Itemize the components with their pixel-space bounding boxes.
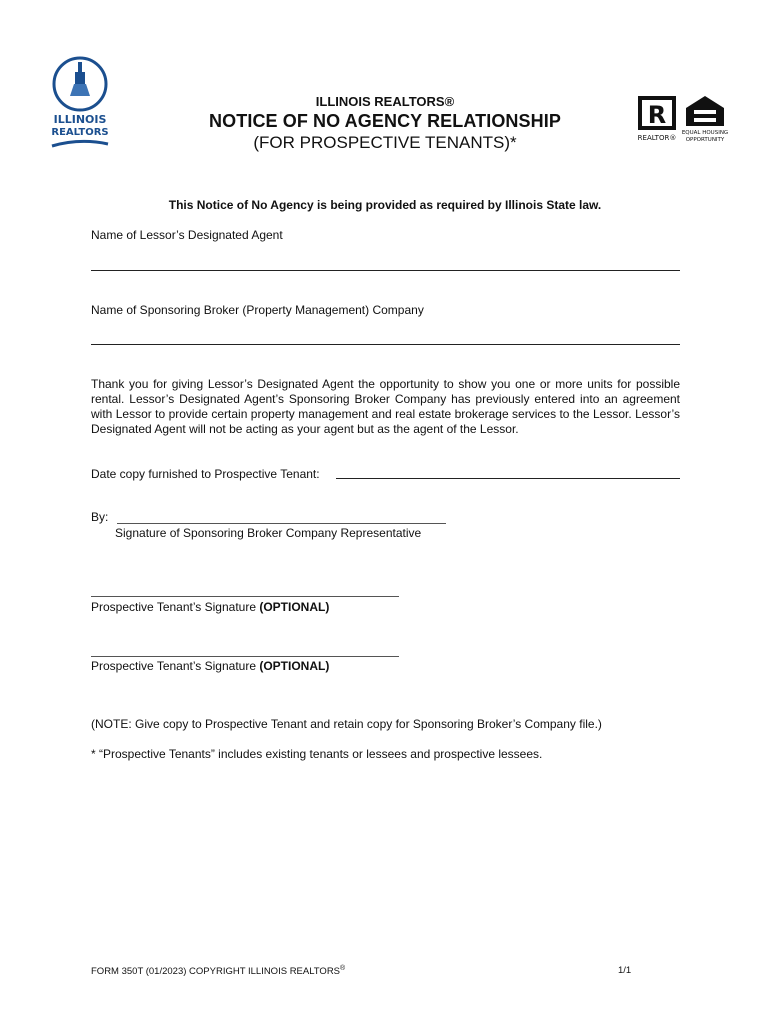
form-footer-reg: ®: [340, 965, 346, 972]
tenant-signature-text-1: Prospective Tenant’s Signature: [91, 600, 256, 614]
tenant-signature-optional-2: (OPTIONAL): [259, 659, 330, 673]
designated-agent-label: Name of Lessor’s Designated Agent: [91, 228, 283, 242]
sponsoring-broker-label: Name of Sponsoring Broker (Property Management) Company: [91, 303, 424, 317]
logo-left-line1: ILLINOIS: [53, 113, 107, 126]
by-label: By:: [91, 510, 109, 524]
tenant-signature-field-2[interactable]: [91, 656, 399, 657]
notice-statement: This Notice of No Agency is being provided as required by Illinois State law.: [168, 198, 602, 212]
tenant-signature-optional-1: (OPTIONAL): [259, 600, 330, 614]
date-field[interactable]: [336, 478, 680, 479]
realtor-caption: REALTOR®: [637, 134, 677, 142]
organization-name: ILLINOIS REALTORS®: [315, 94, 455, 109]
form-footer: [91, 965, 345, 977]
date-label: Date copy furnished to Prospective Tenant:: [91, 467, 320, 481]
document-title: NOTICE OF NO AGENCY RELATIONSHIP: [209, 111, 561, 131]
svg-text:R: R: [647, 101, 667, 129]
tenant-signature-text-2: Prospective Tenant’s Signature: [91, 659, 256, 673]
footnote-text: * “Prospective Tenants” includes existing tenants or lessees and prospective lessees.: [91, 747, 543, 761]
sponsoring-broker-field[interactable]: [91, 344, 680, 345]
logo-left-line2: REALTORS: [51, 127, 109, 138]
form-footer-text: FORM 350T (01/2023) COPYRIGHT ILLINOIS REALTORS: [91, 966, 341, 978]
tenant-signature-label-1: [91, 600, 329, 614]
eho-caption-2: OPPORTUNITY: [685, 137, 725, 142]
designated-agent-field[interactable]: [91, 270, 680, 271]
intro-paragraph: Thank you for giving Lessor’s Designated Agent the opportunity to show you one or more units for possible rental. Lessor’s Designated Agent’s Sponsoring Broker Company has previously entered into an agreement with Lessor to provide certain property management and real estate brokerage services to the Lessor. Lessor’s Designated Agent will not be acting as your agent but as the agent of the Lessor.: [91, 377, 680, 436]
broker-signature-field[interactable]: [117, 523, 446, 524]
page-number: 1/1: [618, 965, 632, 976]
eho-caption-1: EQUAL HOUSING: [682, 130, 728, 136]
tenant-signature-field-1[interactable]: [91, 596, 399, 597]
broker-signature-caption: Signature of Sponsoring Broker Company Representative: [115, 526, 422, 540]
tenant-signature-label-2: [91, 659, 329, 673]
note-text: (NOTE: Give copy to Prospective Tenant and retain copy for Sponsoring Broker’s Company file.): [91, 717, 602, 731]
document-subtitle: (FOR PROSPECTIVE TENANTS)*: [253, 133, 517, 152]
